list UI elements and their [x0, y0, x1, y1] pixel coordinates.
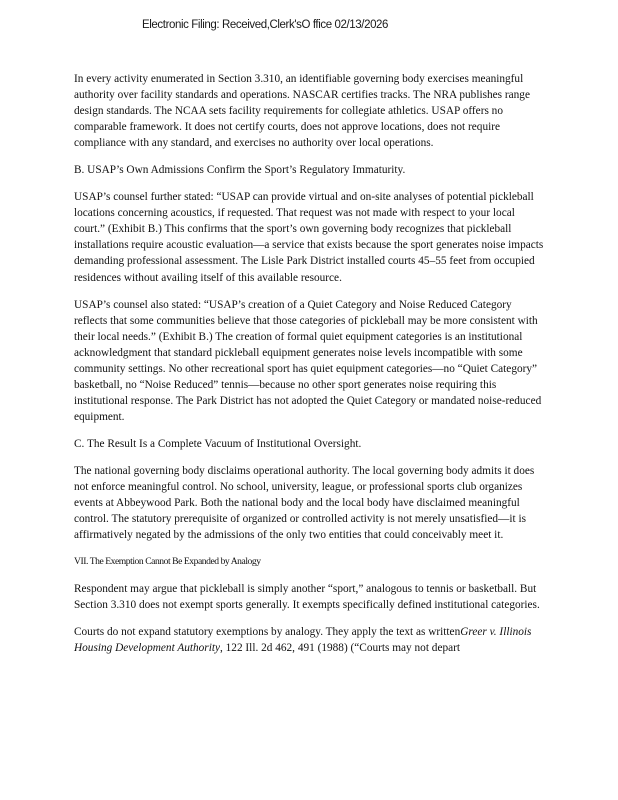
no-analogy-text: Courts do not expand statutory exemptions by analogy. They apply the text as written: [74, 626, 461, 639]
heading-section-b: B. USAP’s Own Admissions Confirm the Sport’s Regulatory Immaturity.: [74, 164, 406, 177]
paragraph-no-analogy: [74, 624, 546, 656]
case-citation-name: Greer v. Illinois Housing Development Authority: [74, 626, 532, 655]
paragraph-vacuum-oversight: The national governing body disclaims operational authority. The local governing body admits it does not enforce meaningful control. No school, university, league, or professional sports club organizes events at Abbeywood Park. Both the national body and the local body have disclaimed meaningful control. The statutory prerequisite of organized or controlled activity is not merely unsatisfied—it is affirmatively negated by the admissions of the only two entities that could conceivably meet it.: [74, 464, 535, 542]
paragraph-governing-bodies: In every activity enumerated in Section 3.310, an identifiable governing body exercises meaningful authority over facility standards and operations. NASCAR certifies tracks. The NRA publishes range design standards. The NCAA sets facility requirements for collegiate athletics. USAP offers no comparable framework. It does not certify courts, does not approve locations, does not require compliance with any standard, and exercises no authority over local operations.: [74, 73, 530, 150]
paragraph-acoustic-analysis: USAP’s counsel further stated: “USAP can provide virtual and on-site analyses of potential pickleball locations concerning acoustics, if requested. That request was not made with respect to your local court.” (Exhibit B.) This confirms that the sport’s own governing body recognizes that pickleball installations require acoustic evaluation—a service that exists because the sport generates noise impacts demanding professional assessment. The Lisle Park District installed courts 45–55 feet from occupied residences without availing itself of this available resource.: [74, 191, 544, 284]
heading-section-vii: VII. The Exemption Cannot Be Expanded by Analogy: [74, 556, 261, 568]
case-citation-rest: , 122 Ill. 2d 462, 491 (1988) (“Courts may not depart: [220, 642, 461, 655]
paragraph-quiet-category: USAP’s counsel also stated: “USAP’s creation of a Quiet Category and Noise Reduced Category reflects that some communities believe that those categories of pickleball may be more consistent with their local needs.” (Exhibit B.) The creation of formal quiet equipment categories is an institutional acknowledgment that standard pickleball equipment generates noise levels incompatible with some community settings. No other recreational sport has quiet equipment categories—no “Quiet Category” basketball, no “Noise Reduced” tennis—because no other sport generates noise requiring this institutional response. The Park District has not adopted the Quiet Category or mandated noise-reduced equipment.: [74, 298, 542, 423]
heading-section-c: C. The Result Is a Complete Vacuum of Institutional Oversight.: [74, 437, 362, 450]
electronic-filing-stamp: Electronic Filing: Received,Clerk'sO ffice 02/13/2026: [142, 19, 389, 31]
paragraph-respondent-argument: Respondent may argue that pickleball is simply another “sport,” analogous to tennis or basketball. But Section 3.310 does not exempt sports generally. It exempts specifically defined institutional categories.: [74, 583, 540, 612]
document-body: [74, 71, 546, 667]
